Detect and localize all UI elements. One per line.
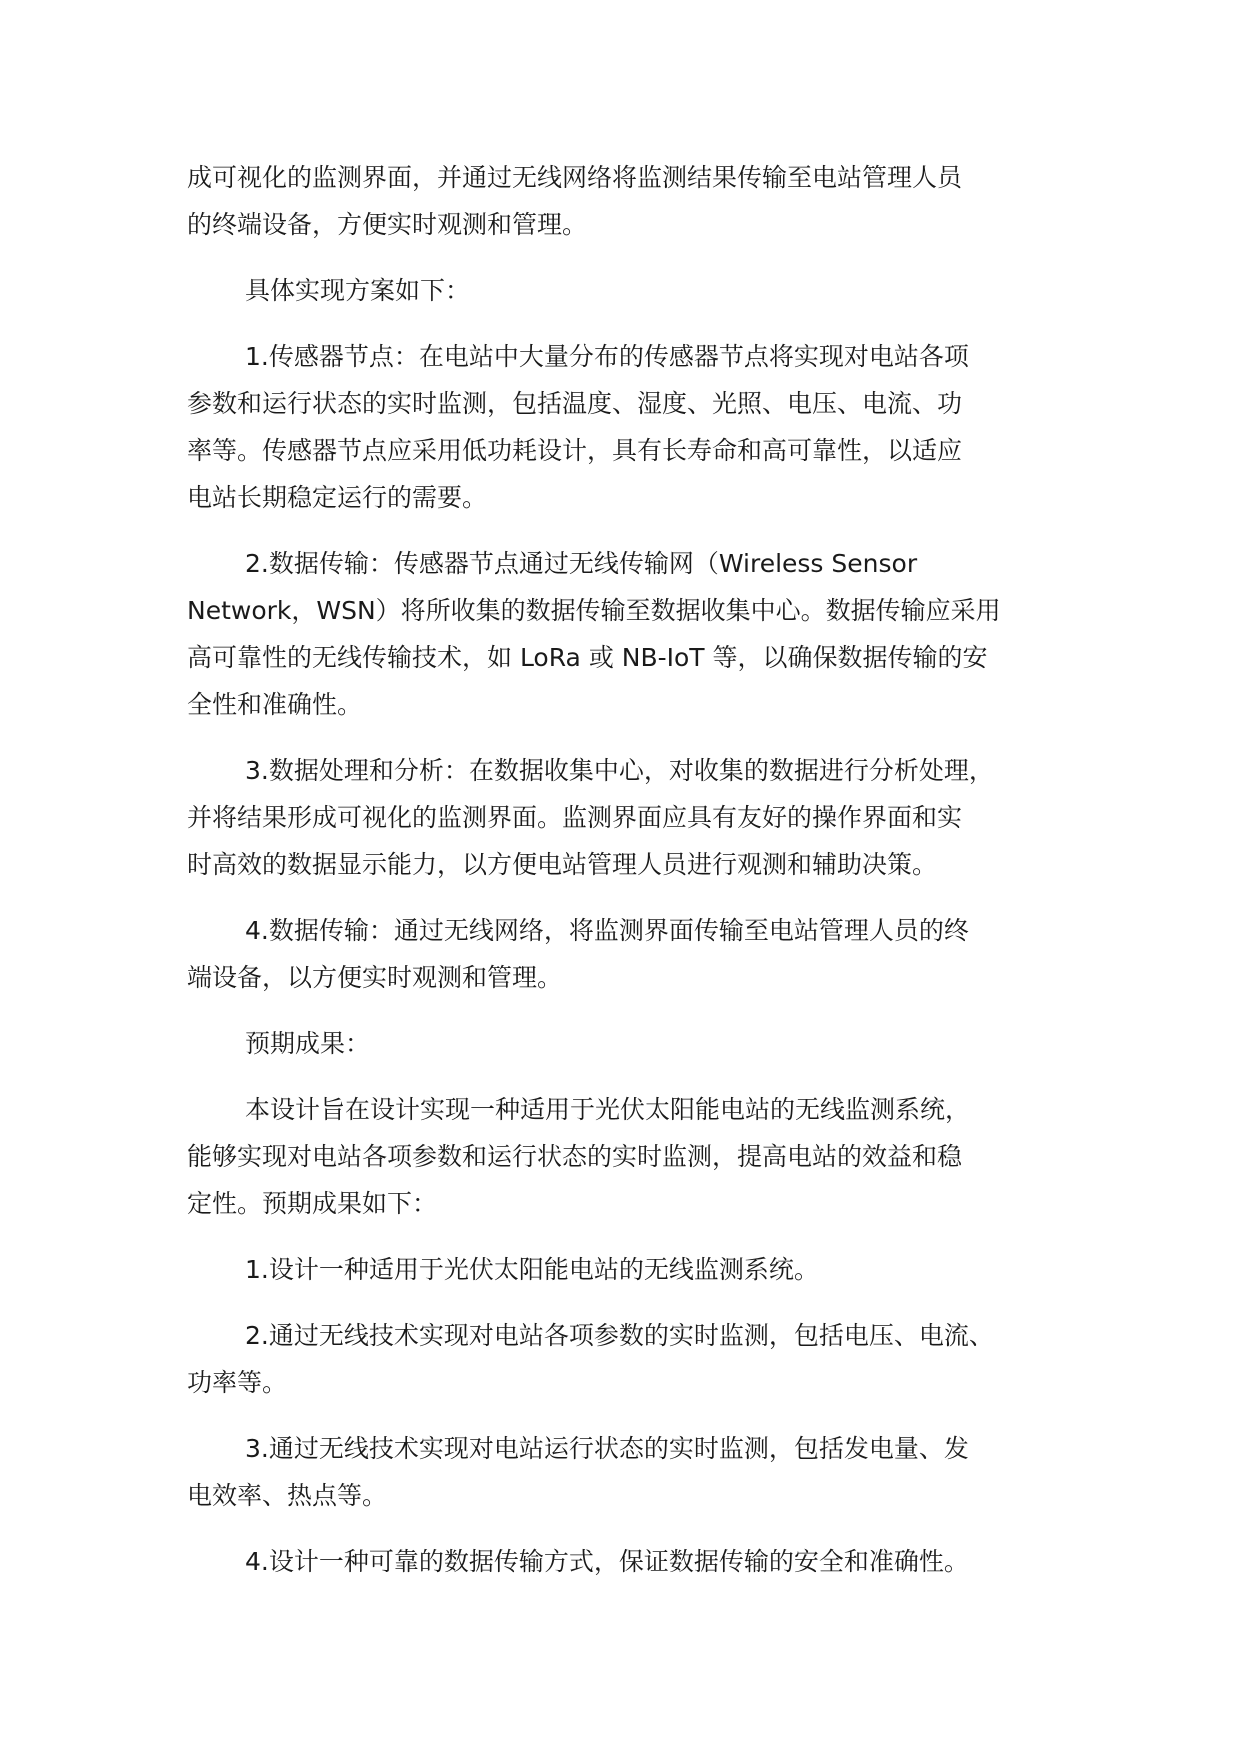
paragraph (187, 1538, 1087, 1585)
paragraph (187, 540, 1087, 728)
text-line: 时高效的数据显示能力，以方便电站管理人员进行观测和辅助决策。 (187, 850, 938, 879)
text-line: 能够实现对电站各项参数和运行状态的实时监测，提高电站的效益和稳 (187, 1142, 963, 1171)
text-line: 全性和准确性。 (187, 690, 363, 719)
text-line: 预期成果： (245, 1029, 371, 1058)
text-line: 的终端设备，方便实时观测和管理。 (187, 210, 588, 239)
document-body (187, 154, 1087, 1604)
paragraph (187, 333, 1087, 521)
text-line: 本设计旨在设计实现一种适用于光伏太阳能电站的无线监测系统， (245, 1095, 971, 1124)
text-line: 成可视化的监测界面，并通过无线网络将监测结果传输至电站管理人员 (187, 163, 963, 192)
text-line: 具体实现方案如下： (245, 276, 471, 305)
text-line: 1.设计一种适用于光伏太阳能电站的无线监测系统。 (245, 1255, 819, 1284)
paragraph (187, 267, 1087, 314)
text-line: 端设备，以方便实时观测和管理。 (187, 963, 563, 992)
paragraph (187, 747, 1087, 888)
text-line: 率等。传感器节点应采用低功耗设计，具有长寿命和高可靠性，以适应 (187, 436, 963, 465)
text-line: 定性。预期成果如下： (187, 1189, 438, 1218)
text-line: 功率等。 (187, 1368, 288, 1397)
text-line: 电站长期稳定运行的需要。 (187, 483, 488, 512)
text-line: 并将结果形成可视化的监测界面。监测界面应具有友好的操作界面和实 (187, 803, 963, 832)
paragraph (187, 1086, 1087, 1227)
text-line: 4.设计一种可靠的数据传输方式，保证数据传输的安全和准确性。 (245, 1547, 969, 1576)
text-line: 2.数据传输：传感器节点通过无线传输网（Wireless Sensor (245, 549, 918, 578)
text-line: 电效率、热点等。 (187, 1481, 388, 1510)
paragraph (187, 907, 1087, 1001)
text-line: 3.通过无线技术实现对电站运行状态的实时监测，包括发电量、发 (245, 1434, 969, 1463)
paragraph (187, 1312, 1087, 1406)
text-line: 2.通过无线技术实现对电站各项参数的实时监测，包括电压、电流、 (245, 1321, 994, 1350)
text-line: 1.传感器节点：在电站中大量分布的传感器节点将实现对电站各项 (245, 342, 969, 371)
paragraph (187, 1020, 1087, 1067)
paragraph (187, 1425, 1087, 1519)
text-line: 高可靠性的无线传输技术，如 LoRa 或 NB-IoT 等，以确保数据传输的安 (187, 643, 988, 672)
text-line: 3.数据处理和分析：在数据收集中心，对收集的数据进行分析处理， (245, 756, 994, 785)
paragraph (187, 1246, 1087, 1293)
text-line: Network，WSN）将所收集的数据传输至数据收集中心。数据传输应采用 (187, 596, 1001, 625)
text-line: 参数和运行状态的实时监测，包括温度、湿度、光照、电压、电流、功 (187, 389, 963, 418)
paragraph (187, 154, 1087, 248)
text-line: 4.数据传输：通过无线网络，将监测界面传输至电站管理人员的终 (245, 916, 969, 945)
